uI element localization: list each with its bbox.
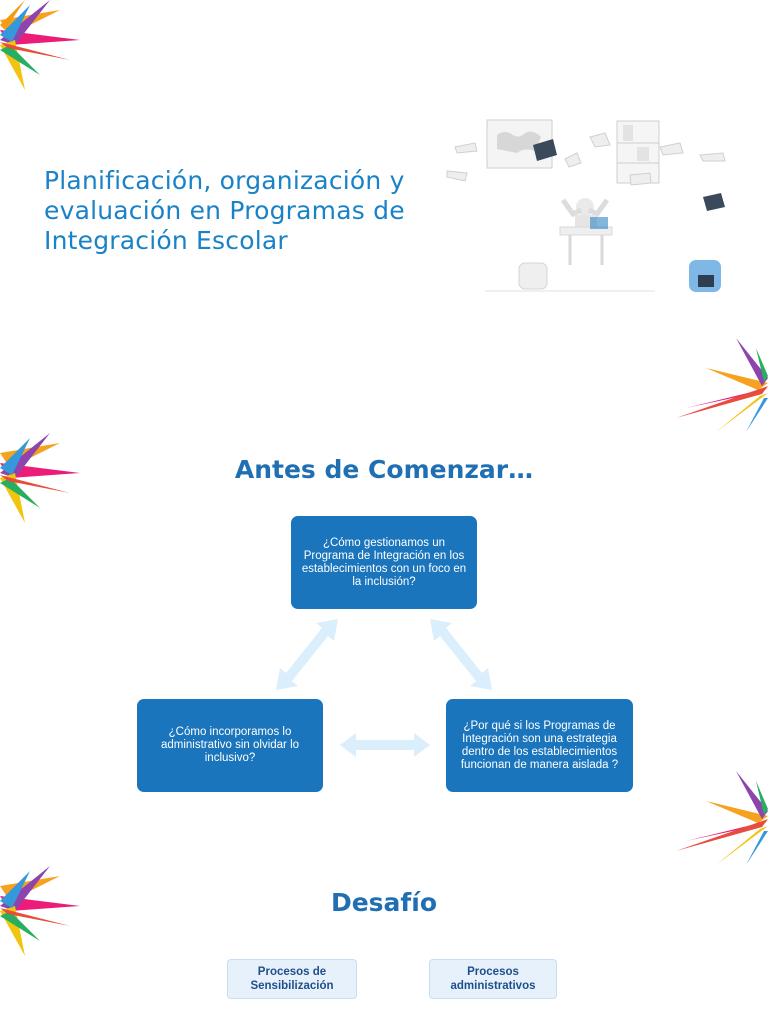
double-arrow-icon — [276, 619, 338, 690]
color-burst-icon — [0, 0, 90, 95]
question-box-top: ¿Cómo gestionamos un Programa de Integración en los establecimientos con un foco en la inclusión? — [291, 516, 477, 609]
question-box-right: ¿Por qué si los Programas de Integración son una estrategia dentro de los establecimientos funcionan de manera aislada ? — [446, 699, 633, 792]
process-item: Procesos de Sensibilización — [227, 959, 357, 999]
section-title: Antes de Comenzar… — [234, 455, 534, 484]
color-burst-icon — [676, 771, 768, 865]
intro-slide — [0, 433, 768, 865]
page-title: Planificación, organización y evaluación en Programas de Integración Escolar — [44, 166, 405, 255]
challenge-slide — [0, 866, 768, 1024]
cycle-arrows — [0, 433, 768, 865]
double-arrow-icon — [340, 733, 430, 757]
section-title: Desafío — [330, 888, 438, 917]
title-slide — [0, 0, 768, 432]
question-box-left: ¿Cómo incorporamos lo administrativo sin olvidar lo inclusivo? — [137, 699, 323, 792]
process-item: Procesos administrativos — [429, 959, 557, 999]
classroom-illustration — [445, 115, 745, 295]
color-burst-icon — [676, 338, 768, 432]
double-arrow-icon — [430, 619, 492, 690]
